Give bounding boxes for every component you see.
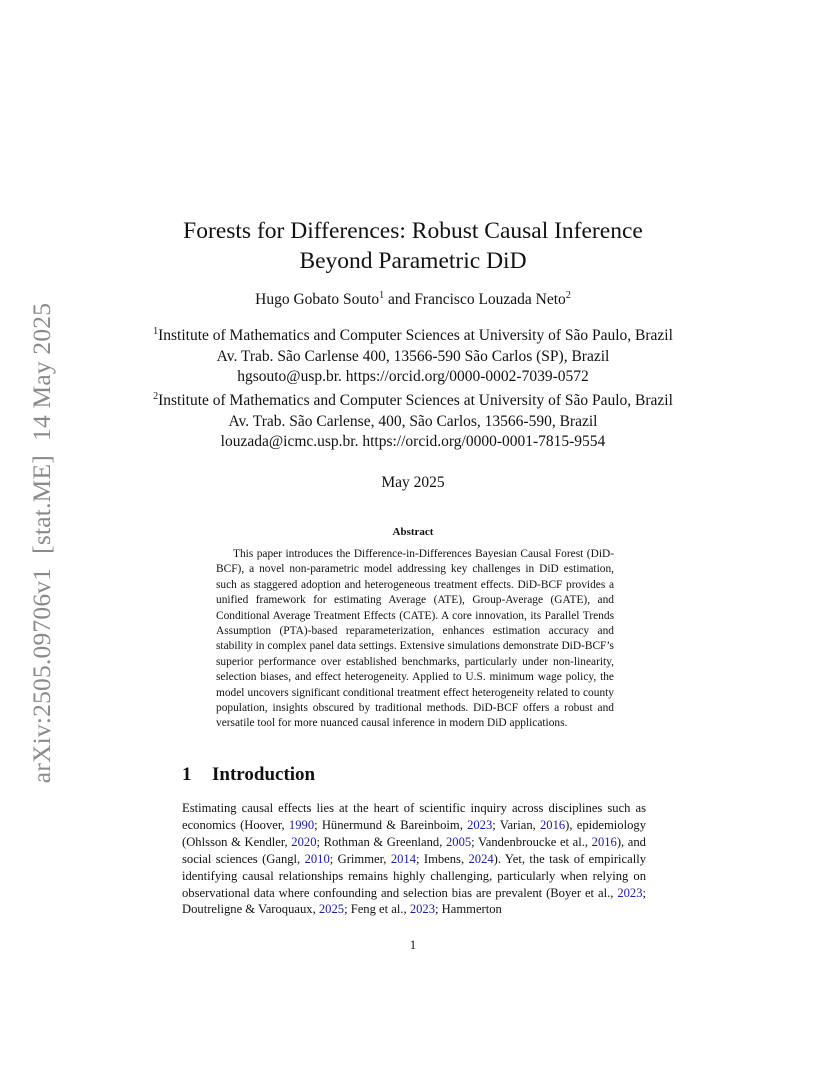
arxiv-id[interactable]: arXiv:2505.09706v1 [27,567,56,784]
arxiv-category: [stat.ME] [27,455,56,554]
intro-text: ; Doutreligne & Varoquaux, [182,885,646,917]
intro-text: Estimating causal effects lies at the heart of scientific inquiry across disciplines such as economics (Hoover, [182,801,646,832]
publication-date: May 2025 [381,474,445,491]
affiliation-2-institution: Institute of Mathematics and Computer Sciences at University of São Paulo, Brazil [158,392,673,409]
intro-text: ). Yet, the task of empirically identifying causal relationships remains highly challenging, particularly when relying on observational data where confounding and selection bias are prevalent (Boyer et al., [182,851,646,900]
affiliation-1 [150,326,676,388]
affiliation-1-contact[interactable]: hgsouto@usp.br. https://orcid.org/0000-0002-7039-0572 [237,368,589,385]
citation-link[interactable]: 2024 [468,851,494,866]
intro-text: ; Vandenbroucke et al., [471,834,592,849]
page-number: 1 [409,938,417,952]
citation-link[interactable]: 2023 [617,885,643,900]
author-connector: and [384,291,415,308]
author-2-affil-marker: 2 [565,290,571,301]
citation-link[interactable]: 2025 [318,902,345,917]
abstract-text: This paper introduces the Difference-in-Differences Bayesian Causal Forest (DiD-BCF), a novel non-parametric model addressing key challenges in DiD estimation, such as staggered adoption and heterogeneous treatment effects. DiD-BCF provides a unified framework for estimating Average (ATE), Group-Average (GATE), and Conditional Average Treatment Effects (CATE). A core innovation, its Parallel Trends Assumption (PTA)-based reparameterization, enhances estimation accuracy and stability in complex panel data settings. Extensive simulations demonstrate DiD-BCF’s superior performance over established benchmarks, particularly under non-linearity, selection biases, and effect heterogeneity. Applied to U.S. minimum wage policy, the model uncovers significant conditional treatment effect heterogeneity related to county population, insights obscured by traditional methods. DiD-BCF offers a robust and versatile tool for more nuanced causal inference in modern DiD applications. [216,548,614,730]
intro-text: ; Hünermund & Bareinboim, [314,817,468,832]
authors [150,291,676,309]
title-line-2: Beyond Parametric DiD [299,248,527,274]
citation-link[interactable]: 1990 [288,817,315,832]
citation-link[interactable]: 2016 [591,834,617,849]
intro-text: ; Rothman & Greenland, [316,834,446,849]
intro-text: ), epidemiology (Ohlsson & Kendler, [182,817,646,849]
intro-text: ; Hammerton [435,902,502,917]
intro-text: ; Feng et al., [344,902,410,917]
arxiv-stamp[interactable] [27,289,57,783]
affiliation-2-address: Av. Trab. São Carlense, 400, São Carlos, 13566-590, Brazil [228,412,598,430]
affiliation-1-marker: 1 [153,326,159,337]
citation-link[interactable]: 2020 [291,834,317,849]
affiliation-2-marker: 2 [153,391,159,402]
author-1: Hugo Gobato Souto [255,291,380,308]
section-title: Introduction [212,764,316,785]
citation-link[interactable]: 2023 [409,902,436,917]
affiliation-1-address: Av. Trab. São Carlense 400, 13566-590 São Carlos (SP), Brazil [216,347,610,365]
paper-title [150,216,676,276]
intro-text: ; Imbens, [416,851,469,866]
citation-link[interactable]: 2005 [445,834,472,849]
abstract-heading: Abstract [392,526,434,538]
intro-text: ; Varian, [492,817,540,832]
introduction-paragraph [182,800,646,918]
section-number: 1 [182,764,192,785]
affiliation-1-institution: Institute of Mathematics and Computer Sciences at University of São Paulo, Brazil [158,327,673,344]
intro-text: ; Grimmer, [329,851,391,866]
citation-link[interactable]: 2010 [304,851,330,866]
author-2: Francisco Louzada Neto [414,291,566,308]
affiliation-2-contact[interactable]: louzada@icmc.usp.br. https://orcid.org/0000-0001-7815-9554 [220,433,606,450]
title-line-1: Forests for Differences: Robust Causal Inference [183,218,643,244]
citation-link[interactable]: 2023 [467,817,493,832]
citation-link[interactable]: 2016 [539,817,566,832]
citation-link[interactable]: 2014 [390,851,417,866]
section-heading [182,764,315,786]
arxiv-date: 14 May 2025 [27,302,56,441]
intro-text: ), and social sciences (Gangl, [182,834,646,866]
author-1-affil-marker: 1 [379,290,385,301]
affiliation-2 [150,391,676,453]
